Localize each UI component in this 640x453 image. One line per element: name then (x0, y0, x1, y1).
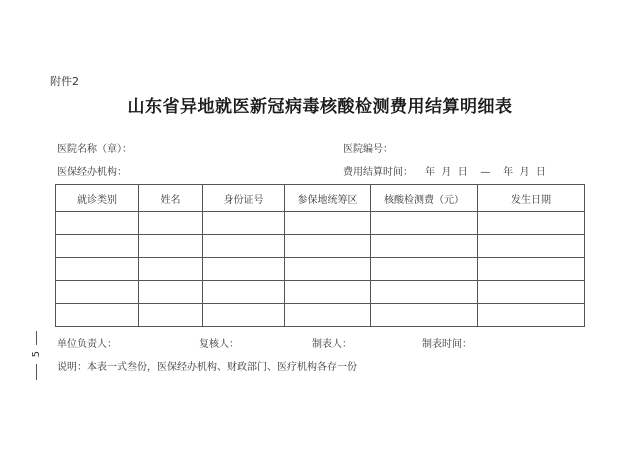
table-cell (478, 212, 585, 235)
column-header: 参保地统筹区 (285, 185, 371, 212)
agency-field: 医保经办机构： (57, 167, 127, 178)
table-row (56, 304, 585, 327)
table-cell (371, 235, 478, 258)
column-header: 就诊类别 (56, 185, 139, 212)
table-cell (203, 235, 285, 258)
hospital-name-field: 医院名称（章）： (57, 144, 132, 155)
table-cell (56, 212, 139, 235)
table-cell (139, 235, 203, 258)
table-cell (203, 304, 285, 327)
table-cell (56, 258, 139, 281)
table-row (56, 235, 585, 258)
table-cell (203, 281, 285, 304)
table-cell (139, 258, 203, 281)
expense-detail-table (55, 184, 585, 327)
table-cell (371, 258, 478, 281)
attachment-label: 附件2 (50, 75, 79, 88)
table-cell (478, 304, 585, 327)
table-cell (56, 304, 139, 327)
table-cell (203, 258, 285, 281)
table-cell (139, 212, 203, 235)
table-cell (285, 258, 371, 281)
table-cell (285, 235, 371, 258)
table-cell (139, 281, 203, 304)
table-cell (371, 212, 478, 235)
table-cell (478, 235, 585, 258)
table-cell (285, 212, 371, 235)
prepared-time-field: 制表时间： (422, 339, 472, 350)
unit-leader-field: 单位负责人： (57, 339, 117, 350)
note-text: 说明：本表一式叁份，医保经办机构、财政部门、医疗机构各存一份 (57, 362, 357, 373)
table-cell (478, 258, 585, 281)
settlement-time-label: 费用结算时间： (343, 167, 413, 178)
table-cell (56, 235, 139, 258)
table-cell (203, 212, 285, 235)
column-header: 发生日期 (478, 185, 585, 212)
column-header: 姓名 (139, 185, 203, 212)
document-title: 山东省异地就医新冠病毒核酸检测费用结算明细表 (127, 97, 513, 117)
table-cell (56, 281, 139, 304)
table-header-row (56, 185, 585, 212)
table-row (56, 212, 585, 235)
table-cell (285, 281, 371, 304)
table-cell (285, 304, 371, 327)
page-number-rule-top (36, 331, 37, 345)
hospital-code-field: 医院编号： (343, 144, 393, 155)
column-header: 身份证号 (203, 185, 285, 212)
table-cell (371, 281, 478, 304)
table-cell (478, 281, 585, 304)
reviewer-field: 复核人： (199, 339, 239, 350)
page-number-rule-bottom (36, 364, 37, 380)
column-header: 核酸检测费（元） (371, 185, 478, 212)
page-number: 5 (31, 351, 42, 358)
settlement-time-range: 年 月 日 — 年 月 日 (425, 167, 546, 178)
table-row (56, 281, 585, 304)
table-row (56, 258, 585, 281)
preparer-field: 制表人： (312, 339, 352, 350)
table-cell (139, 304, 203, 327)
table-cell (371, 304, 478, 327)
